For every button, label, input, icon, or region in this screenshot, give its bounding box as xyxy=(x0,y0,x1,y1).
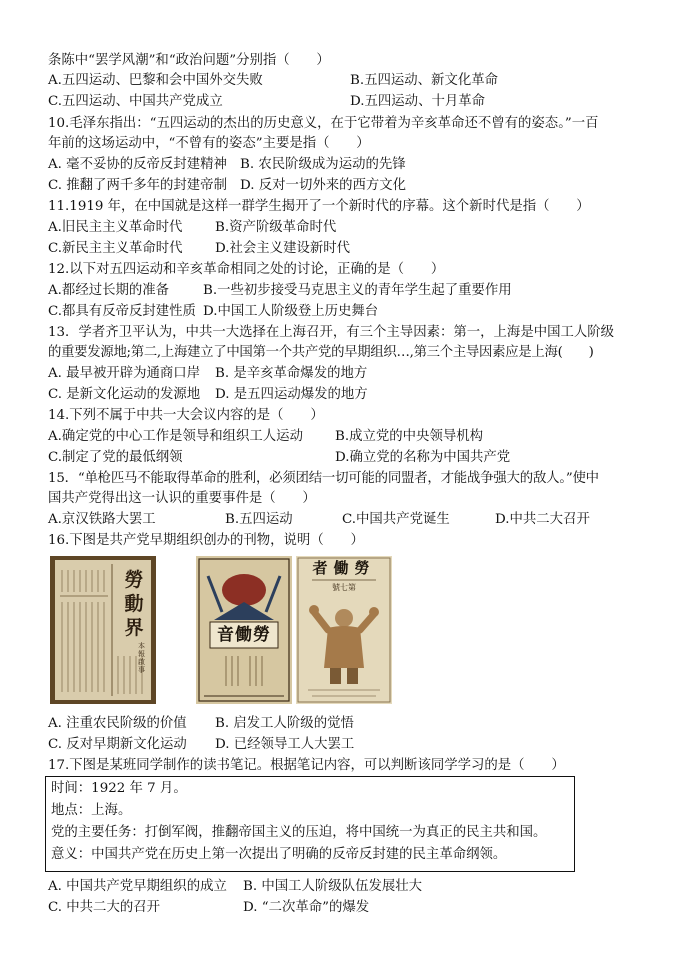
q14-stem: 14.下列不属于中共一大会议内容的是（ ） xyxy=(48,408,324,423)
q10-option-c: C. 推翻了两千多年的封建帝制 xyxy=(48,178,227,193)
q12-option-b: B.一些初步接受马克思主义的青年学生起了重要作用 xyxy=(203,283,512,298)
laodongjie-title: 勞動界 xyxy=(124,569,144,639)
q13-option-b: B. 是辛亥革命爆发的地方 xyxy=(215,366,368,381)
q16-stem: 16.下图是共产党早期组织创办的刊物，说明（ ） xyxy=(48,533,364,548)
q15-stem-line1: 15．“单枪匹马不能取得革命的胜利，必须团结一切可能的同盟者，才能战争强大的敌人。”使中 xyxy=(48,471,599,486)
q11-stem: 11.1919 年，在中国就是这样一群学生揭开了一个新时代的序幕。这个新时代是指（ ） xyxy=(48,199,590,214)
q15-option-c: C.中国共产党诞生 xyxy=(342,512,450,527)
q14-option-b: B.成立党的中央领导机构 xyxy=(335,429,484,444)
q11-option-c: C.新民主主义革命时代 xyxy=(48,241,183,256)
q17-option-d: D. “二次革命”的爆发 xyxy=(243,900,370,915)
laodongzhe-cover-drawing xyxy=(296,556,392,704)
q10-stem-line2: 年前的这场运动中，“不曾有的姿态”主要是指（ ） xyxy=(48,136,370,151)
q11-option-d: D.社会主义建设新时代 xyxy=(215,241,351,256)
q15-option-d: D.中共二大召开 xyxy=(495,512,590,527)
q10-option-a: A. 毫不妥协的反帝反封建精神 xyxy=(48,157,227,172)
q12-option-d: D.中国工人阶级登上历史舞台 xyxy=(203,304,379,319)
q9-option-d: D.五四运动、十月革命 xyxy=(350,94,486,109)
q9-option-a: A.五四运动、巴黎和会中国外交失败 xyxy=(48,73,263,88)
q13-stem-line2: 的重要发源地;第二,上海建立了中国第一个共产党的早期组织…,第三个主导因素应是上海( ) xyxy=(48,345,594,360)
reading-note-box xyxy=(45,776,575,872)
q15-stem-line2: 国共产党得出这一认识的重要事件是（ ） xyxy=(48,491,316,506)
q11-option-a: A.旧民主主义革命时代 xyxy=(48,220,183,235)
laodongzhe-title: 者働勞 xyxy=(312,559,376,577)
q15-option-a: A.京汉铁路大罢工 xyxy=(48,512,156,527)
q17-option-c: C. 中共二大的召开 xyxy=(48,900,161,915)
q11-option-b: B.资产阶级革命时代 xyxy=(215,220,337,235)
q9-stem-tail: 条陈中“罢学风潮”和“政治问题”分别指（ ） xyxy=(48,53,330,68)
note-tasks: 党的主要任务：打倒军阀，推翻帝国主义的压迫，将中国统一为真正的民主共和国。 xyxy=(51,825,547,840)
q12-stem: 12.以下对五四运动和辛亥革命相同之处的讨论，正确的是（ ） xyxy=(48,262,445,277)
laodongjie-newspaper-image xyxy=(50,556,156,704)
q9-option-c: C.五四运动、中国共产党成立 xyxy=(48,94,223,109)
q16-option-c: C. 反对早期新文化运动 xyxy=(48,737,187,752)
q14-option-a: A.确定党的中心工作是领导和组织工人运动 xyxy=(48,429,303,444)
q14-option-c: C.制定了党的最低纲领 xyxy=(48,450,183,465)
q13-option-a: A. 最早被开辟为通商口岸 xyxy=(48,366,201,381)
q13-stem-line1: 13．学者齐卫平认为，中共一大选择在上海召开，有三个主导因素：第一，上海是中国工人阶级 xyxy=(48,325,615,340)
note-time: 时间：1922 年 7 月。 xyxy=(51,781,187,796)
note-significance: 意义：中国共产党在历史上第一次提出了明确的反帝反封建的民主革命纲领。 xyxy=(51,847,507,862)
q16-option-b: B. 启发工人阶级的觉悟 xyxy=(215,716,354,731)
q10-option-d: D. 反对一切外来的西方文化 xyxy=(240,178,407,193)
q13-option-d: D. 是五四运动爆发的地方 xyxy=(215,387,368,402)
q13-option-c: C. 是新文化运动的发源地 xyxy=(48,387,201,402)
laodongzhe-cover-image xyxy=(296,556,392,704)
laodongyin-cover-image xyxy=(196,556,292,704)
laodongjie-notice: 本報啟事 xyxy=(138,642,145,674)
q12-option-a: A.都经过长期的准备 xyxy=(48,283,170,298)
q10-stem-line1: 10.毛泽东指出：“五四运动的杰出的历史意义，在于它带着为辛亥革命还不曾有的姿态。”一百 xyxy=(48,116,599,131)
q9-option-b: B.五四运动、新文化革命 xyxy=(350,73,499,88)
laodongyin-title: 音働勞 xyxy=(217,625,271,645)
q16-option-d: D. 已经领导工人大罢工 xyxy=(215,737,355,752)
q17-option-a: A. 中国共产党早期组织的成立 xyxy=(48,879,227,894)
q15-option-b: B.五四运动 xyxy=(225,512,293,527)
q10-option-b: B. 农民阶级成为运动的先锋 xyxy=(240,157,406,172)
note-place: 地点：上海。 xyxy=(51,803,132,818)
q12-option-c: C.都具有反帝反封建性质 xyxy=(48,304,196,319)
q16-option-a: A. 注重农民阶级的价值 xyxy=(48,716,187,731)
laodongzhe-issue: 號七第 xyxy=(332,583,356,592)
q14-option-d: D.确立党的名称为中国共产党 xyxy=(335,450,511,465)
q17-stem: 17.下图是某班同学制作的读书笔记。根据笔记内容，可以判断该同学学习的是（ ） xyxy=(48,758,565,773)
q17-option-b: B. 中国工人阶级队伍发展壮大 xyxy=(243,879,423,894)
